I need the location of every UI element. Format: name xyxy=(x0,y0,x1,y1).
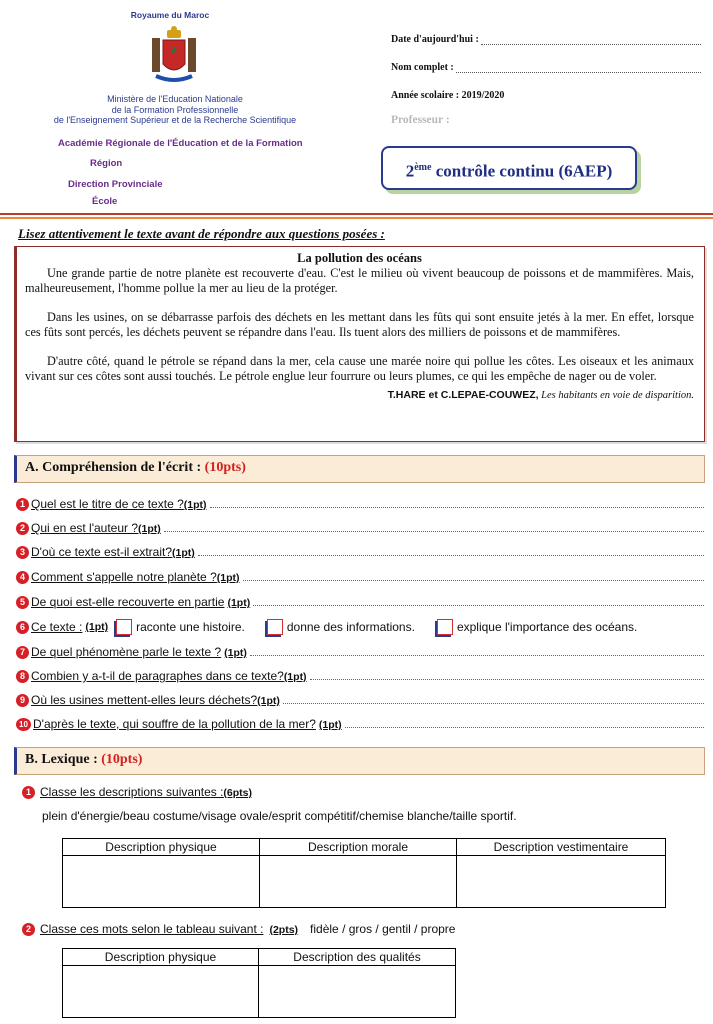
header-moral: Description morale xyxy=(260,839,457,856)
question-6[interactable] xyxy=(16,619,704,635)
section-b-points: (10pts) xyxy=(101,752,143,767)
question-text: Ce texte : xyxy=(31,620,83,634)
cell-physical[interactable] xyxy=(63,856,260,908)
teacher-label: Professeur : xyxy=(391,114,450,126)
date-field[interactable] xyxy=(391,34,701,45)
region-label: Région xyxy=(90,158,123,169)
question-9[interactable] xyxy=(16,693,704,707)
question-points: (1pt) xyxy=(183,499,207,511)
question-text: D'où ce texte est-il extrait? xyxy=(31,545,173,559)
answer-line[interactable] xyxy=(310,679,704,680)
section-b-title: B. Lexique : xyxy=(25,752,98,767)
cell-physical[interactable] xyxy=(63,966,259,1018)
question-text: Combien y a-t-il de paragraphes dans ce texte? xyxy=(31,669,284,683)
answer-line[interactable] xyxy=(164,531,704,532)
exercise-points: (6pts) xyxy=(223,787,253,799)
number-badge: 5 xyxy=(16,596,29,609)
section-a-header xyxy=(14,455,705,483)
number-badge: 10 xyxy=(16,718,31,731)
ministry-line-2: de la Formation Professionnelle xyxy=(111,104,239,115)
section-b-header xyxy=(14,747,705,775)
divider-orange xyxy=(0,217,713,219)
cell-qualities[interactable] xyxy=(259,966,456,1018)
question-8[interactable] xyxy=(16,669,704,683)
answer-line[interactable] xyxy=(345,727,704,728)
paragraph-2: Dans les usines, on se débarrasse parfois des déchets en les mettant dans les fûts qui sont ensuite jetés à la mer. En effet, lorsque ces fûts sont percés, les déchets peuvent se répandre dans l'eau. Ils tuent alors des milliers de poissons et de mammifères. xyxy=(25,310,694,339)
paragraph-3: D'autre côté, quand le pétrole se répand dans la mer, cela cause une marée noire qui pollue les côtes. Les oiseaux et les animaux vivant sur ces côtes sont aussi touchés. Le pétrole englue leur fourrure ou leurs plumes, ce qui les empêche de nager ou de voler. xyxy=(25,354,694,383)
number-badge: 1 xyxy=(16,498,29,511)
academy-label: Académie Régionale de l'Éducation et de la Formation xyxy=(58,138,303,149)
number-badge: 2 xyxy=(16,522,29,535)
question-points: (1pt) xyxy=(172,547,195,559)
question-1[interactable] xyxy=(16,497,704,511)
question-points: (1pt) xyxy=(257,695,280,707)
number-badge: 4 xyxy=(16,571,29,584)
answer-line[interactable] xyxy=(198,555,704,556)
coat-of-arms-icon xyxy=(146,24,202,86)
checkbox-story[interactable] xyxy=(116,619,132,635)
header-physical: Description physique xyxy=(63,839,260,856)
name-label: Nom complet : xyxy=(391,62,454,73)
section-a-points: (10pts) xyxy=(204,460,246,475)
direction-label: Direction Provinciale xyxy=(68,179,163,190)
exercise-2-words: fidèle / gros / gentil / propre xyxy=(310,922,456,936)
header-physical: Description physique xyxy=(63,949,259,966)
name-field[interactable] xyxy=(391,62,701,73)
question-text: Comment s'appelle notre planète ? xyxy=(31,570,217,584)
date-label: Date d'aujourd'hui : xyxy=(391,34,479,45)
answer-line[interactable] xyxy=(250,655,704,656)
text-title: La pollution des océans xyxy=(297,251,422,265)
exam-title-box xyxy=(381,146,637,190)
ministry-block xyxy=(40,94,310,126)
instruction: Lisez attentivement le texte avant de répondre aux questions posées : xyxy=(18,226,385,241)
question-2[interactable] xyxy=(16,521,704,535)
ministry-line-3: de l'Enseignement Supérieur et de la Recherche Scientifique xyxy=(53,115,297,125)
title-number: 2 xyxy=(405,161,415,181)
option-importance: explique l'importance des océans. xyxy=(456,620,638,634)
exercise-1 xyxy=(22,785,252,799)
question-text: De quoi est-elle recouverte en partie xyxy=(31,595,225,609)
answer-line[interactable] xyxy=(210,507,705,508)
checkbox-information[interactable] xyxy=(267,619,283,635)
exercise-text: Classe ces mots selon le tableau suivant : xyxy=(40,922,264,936)
question-4[interactable] xyxy=(16,570,704,584)
question-points: (1pt) xyxy=(318,719,342,731)
exercise-1-words: plein d'énergie/beau costume/visage ovale/esprit compétitif/chemise blanche/taille sportif. xyxy=(42,809,517,823)
answer-line[interactable] xyxy=(283,703,704,704)
question-5[interactable] xyxy=(16,595,704,609)
table-qualities xyxy=(62,948,456,1018)
school-year: Année scolaire : 2019/2020 xyxy=(391,90,505,101)
number-badge: 8 xyxy=(16,670,29,683)
question-points: (1pt) xyxy=(224,647,247,659)
table-descriptions xyxy=(62,838,666,908)
book-title: Les habitants en voie de disparition. xyxy=(538,390,694,401)
question-10[interactable] xyxy=(16,717,704,731)
title-sup: ème xyxy=(414,162,432,173)
number-badge: 3 xyxy=(16,546,29,559)
number-badge: 7 xyxy=(16,646,29,659)
question-points: (1pt) xyxy=(138,523,161,535)
number-badge: 9 xyxy=(16,694,29,707)
question-text: De quel phénomène parle le texte ? xyxy=(31,645,222,659)
text-source xyxy=(25,388,694,403)
author: T.HARE et C.LEPAE-COUWEZ, xyxy=(387,389,539,401)
question-points: (1pt) xyxy=(283,671,307,683)
divider-red xyxy=(0,213,713,215)
ministry-line-1: Ministère de l'Education Nationale xyxy=(107,94,243,104)
exercise-text: Classe les descriptions suivantes : xyxy=(40,785,224,799)
question-3[interactable] xyxy=(16,545,704,559)
title-text: contrôle continu (6AEP) xyxy=(431,161,613,181)
kingdom-label: Royaume du Maroc xyxy=(130,10,210,20)
paragraph-1: Une grande partie de notre planète est recouverte d'eau. C'est le milieu où vivent beaucoup de poissons et de mammifères. Mais, malheureusement, l'homme pollue la mer au lieu de la protéger. xyxy=(25,266,694,295)
section-a-title: A. Compréhension de l'écrit : xyxy=(25,460,202,475)
school-label: École xyxy=(92,196,118,207)
cell-moral[interactable] xyxy=(260,856,457,908)
cell-clothing[interactable] xyxy=(457,856,666,908)
question-points: (1pt) xyxy=(216,572,240,584)
answer-line[interactable] xyxy=(253,605,704,606)
reading-text-box xyxy=(14,246,705,442)
number-badge: 1 xyxy=(22,786,35,799)
exercise-2 xyxy=(22,922,455,936)
answer-line[interactable] xyxy=(243,580,705,581)
option-information: donne des informations. xyxy=(286,620,415,634)
option-story: raconte une histoire. xyxy=(136,620,245,634)
header-clothing: Description vestimentaire xyxy=(457,839,666,856)
question-text: Où les usines mettent-elles leurs déchets? xyxy=(31,693,258,707)
header-qualities: Description des qualités xyxy=(259,949,456,966)
question-points: (1pt) xyxy=(227,597,251,609)
exercise-points: (2pts) xyxy=(269,924,299,936)
question-text: D'après le texte, qui souffre de la pollution de la mer? xyxy=(33,717,316,731)
question-points: (1pt) xyxy=(85,621,109,633)
number-badge: 6 xyxy=(16,621,29,634)
checkbox-importance[interactable] xyxy=(437,619,453,635)
number-badge: 2 xyxy=(22,923,35,936)
question-text: Qui en est l'auteur ? xyxy=(31,521,139,535)
question-7[interactable] xyxy=(16,645,704,659)
question-text: Quel est le titre de ce texte ? xyxy=(31,497,184,511)
